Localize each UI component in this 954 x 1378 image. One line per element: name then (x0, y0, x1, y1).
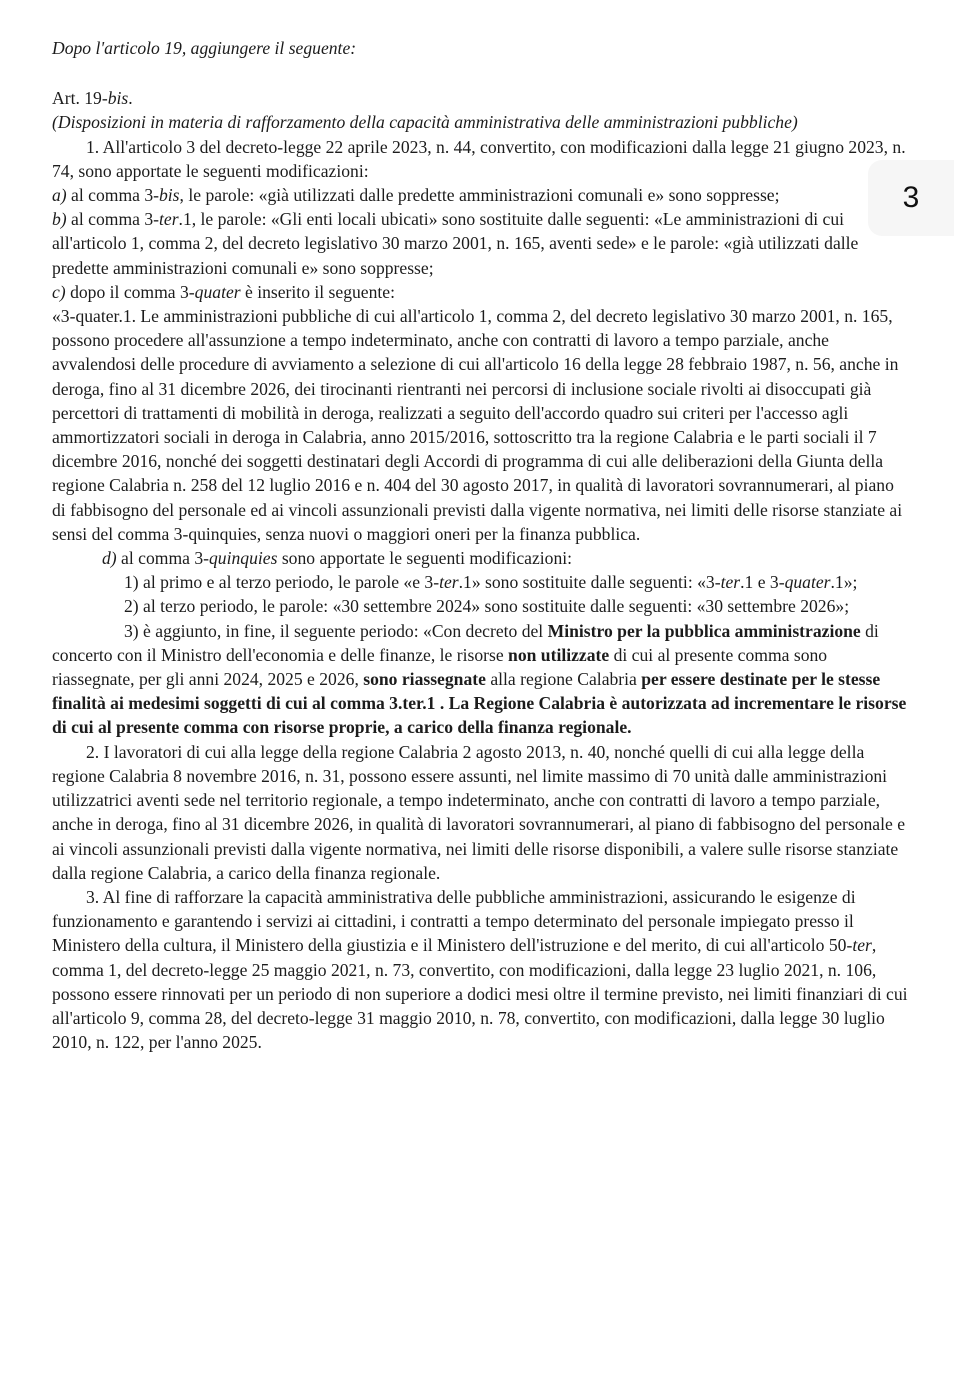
letter-d-point-1: 1) al primo e al terzo periodo, le parole «e 3-ter.1» sono sostituite dalle seguenti: «3-ter.1 e 3-quater.1»; (124, 572, 858, 593)
letter-a: a) al comma 3-bis, le parole: «già utilizzati dalle predette amministrazioni comunali e» sono soppresse; (52, 185, 780, 206)
letter-b: b) al comma 3-ter.1, le parole: «Gli enti locali ubicati» sono sostituite dalle seguenti: «Le amministrazioni di cui all'articolo 1, comma 2, del decreto legislativo 30 marzo 2001, n. 165, aventi sede» e le parole: «già utilizzati dalle predette amministrazioni comunali e» sono soppresse; (52, 209, 859, 278)
document-page (52, 36, 910, 1054)
article-heading: Art. 19-bis. (52, 88, 133, 109)
article-subtitle: (Disposizioni in materia di rafforzamento della capacità amministrativa delle amministrazioni pubbliche) (52, 112, 798, 133)
page-number-badge: 3 (868, 160, 954, 236)
comma-3-quater-1-text: «3-quater.1. Le amministrazioni pubbliche di cui all'articolo 1, comma 2, del decreto legislativo 30 marzo 2001, n. 165, possono procedere all'assunzione a tempo indeterminato, anche con contratti di lavoro a tempo parziale, anche avvalendosi delle procedure di avviamento a selezione di cui all'articolo 16 della legge 28 febbraio 1987, n. 56, anche in deroga, fino al 31 dicembre 2026, dei tirocinanti rientranti nei percorsi di inclusione sociale rivolti ai disoccupati già percettori di trattamenti di mobilità in deroga, realizzati a seguito dell'accordo quadro sui criteri per l'accesso agli ammortizzatori sociali in deroga in Calabria, anno 2015/2016, sottoscritto tra la regione Calabria e le parti sociali il 7 dicembre 2016, nonché dei soggetti destinatari degli Accordi di programma di cui alle deliberazioni della Giunta della regione Calabria n. 258 del 12 luglio 2016 e n. 404 del 30 agosto 2017, in qualità di lavoratori sovrannumerari, al piano di fabbisogno del personale ed ai vincoli assunzionali previsti dalla vigente normativa, nei limiti delle risorse stanziate ai sensi del comma 3-quinquies, senza nuovi o maggiori oneri per la finanza pubblica. (52, 306, 903, 544)
comma-3: 3. Al fine di rafforzare la capacità amministrativa delle pubbliche amministrazioni, assicurando le esigenze di funzionamento e garantendo i servizi ai cittadini, i contratti a tempo determinato del personale impiegato presso il Ministero della cultura, il Ministero della giustizia e il Ministero dell'istruzione e del merito, di cui all'articolo 50-ter, comma 1, del decreto-legge 25 maggio 2021, n. 73, convertito, con modificazioni, dalla legge 23 luglio 2021, n. 106, possono essere rinnovati per un periodo di non superiore a dodici mesi oltre il termine previsto, nei limiti finanziari di cui all'articolo 9, comma 28, del decreto-legge 31 maggio 2010, n. 78, convertito, con modificazioni, dalla legge 30 luglio 2010, n. 122, per l'anno 2025. (52, 886, 908, 1053)
comma-2: 2. I lavoratori di cui alla legge della regione Calabria 2 agosto 2013, n. 40, nonché quelli di cui alla legge della regione Calabria 8 novembre 2016, n. 31, possono essere assunti, nel limite massimo di 70 unità dalle amministrazioni utilizzatrici aventi sede nel territorio regionale, a tempo indeterminato, anche con contratti di lavoro a tempo parziale, anche in deroga, fino al 31 dicembre 2026, in qualità di lavoratori sovrannumerari, al piano di fabbisogno del personale e ai vincoli assunzionali previsti dalla vigente normativa, nei limiti delle risorse disponibili, a valere sulle risorse stanziate dalla regione Calabria, a carico della finanza regionale. (52, 741, 906, 883)
letter-d-point-3: 3) è aggiunto, in fine, il seguente periodo: «Con decreto del Ministro per la pubblica amministrazione di concerto con il Ministro dell'economia e delle finanze, le risorse non utilizzate di cui al presente comma sono riassegnate, per gli anni 2024, 2025 e 2026, sono riassegnate alla regione Calabria per essere destinate per le stesse finalità ai medesimi soggetti di cui al comma 3.ter.1 . La Regione Calabria è autorizzata ad incrementare le risorse di cui al presente comma con risorse proprie, a carico della finanza regionale. (52, 620, 907, 738)
amendment-intro: Dopo l'articolo 19, aggiungere il seguente: (52, 38, 357, 58)
letter-d-point-2: 2) al terzo periodo, le parole: «30 settembre 2024» sono sostituite dalle seguenti: «30 settembre 2026»; (124, 596, 850, 617)
letter-d: d) al comma 3-quinquies sono apportate le seguenti modificazioni: (102, 548, 573, 569)
letter-c: c) dopo il comma 3-quater è inserito il seguente: (52, 281, 396, 302)
comma-1-intro: 1. All'articolo 3 del decreto-legge 22 aprile 2023, n. 44, convertito, con modificazioni dalla legge 21 giugno 2023, n. 74, sono apportate le seguenti modificazioni: (52, 136, 906, 181)
